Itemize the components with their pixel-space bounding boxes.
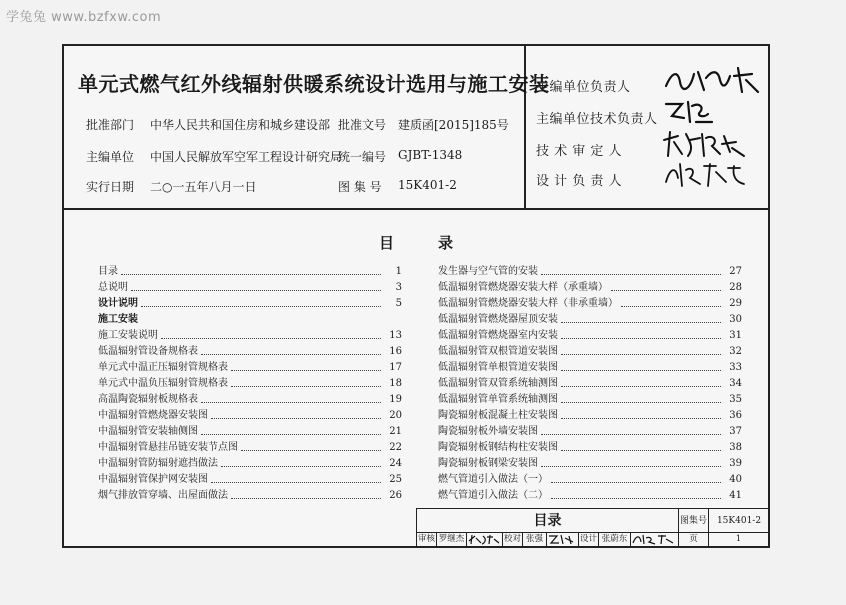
toc-entry[interactable] <box>438 456 742 472</box>
page-value: 1 <box>735 534 742 544</box>
review-name: 罗继杰 <box>437 533 467 546</box>
toc-entry[interactable] <box>98 296 402 312</box>
toc-entry-page: 30 <box>729 314 742 325</box>
toc-entry-page: 31 <box>729 330 742 341</box>
leader-dots <box>541 424 721 435</box>
toc-entry-page: 29 <box>729 298 742 309</box>
handwritten-signature <box>660 128 770 160</box>
toc-entry-title: 陶瓷辐射板钢结构柱安装图 <box>438 442 558 453</box>
toc-entry-title: 低温辐射管双管系统轴测图 <box>438 378 558 389</box>
toc-entry-page: 27 <box>729 266 742 277</box>
meta-label: 图 集 号 <box>338 180 382 194</box>
toc-entry-page: 5 <box>395 298 402 309</box>
toc-entry-page: 16 <box>389 346 402 357</box>
toc-entry[interactable] <box>98 456 402 472</box>
responsible-label: 技 术 审 定 人 <box>536 144 623 159</box>
toc-entry-page: 19 <box>389 394 402 405</box>
toc-entry[interactable] <box>98 424 402 440</box>
leader-dots <box>231 488 381 499</box>
leader-dots <box>201 344 381 355</box>
leader-dots <box>551 472 721 483</box>
meta-value: 中国人民解放军空军工程设计研究局 <box>150 150 343 164</box>
toc-entry[interactable] <box>438 472 742 488</box>
toc-entry-title: 低温辐射管燃烧器室内安装 <box>438 330 558 341</box>
meta-value: 二○一五年八月一日 <box>150 180 257 194</box>
responsible-row <box>536 76 652 95</box>
leader-dots <box>231 376 381 387</box>
leader-dots <box>231 360 381 371</box>
handwritten-signature <box>467 533 501 545</box>
toc-entry[interactable] <box>438 344 742 360</box>
handwritten-signature <box>660 96 770 128</box>
toc-entry[interactable] <box>438 392 742 408</box>
toc-entry-title: 总说明 <box>98 282 128 293</box>
toc-entry-page: 1 <box>395 266 402 277</box>
toc-entry-title: 中温辐射管悬挂吊链安装节点图 <box>98 442 238 453</box>
toc-entry-title: 发生器与空气管的安装 <box>438 266 538 277</box>
leader-dots <box>561 392 721 403</box>
leader-dots <box>561 328 721 339</box>
toc-entry-page: 32 <box>729 346 742 357</box>
leader-dots <box>211 472 381 483</box>
toc-entry[interactable] <box>438 328 742 344</box>
toc-entry[interactable] <box>438 296 742 312</box>
leader-dots <box>211 408 381 419</box>
leader-dots <box>541 456 721 467</box>
toc-entry-title: 低温辐射管单根管道安装图 <box>438 362 558 373</box>
toc-entry-title: 烟气排放管穿墙、出屋面做法 <box>98 490 228 501</box>
toc-entry-title: 陶瓷辐射板混凝土柱安装图 <box>438 410 558 421</box>
toc-entry-page: 20 <box>389 410 402 421</box>
design-name: 张蔚东 <box>599 533 631 546</box>
toc-entry[interactable] <box>98 472 402 488</box>
leader-dots <box>131 280 381 291</box>
atlas-number-label: 图集号 <box>679 509 709 533</box>
leader-dots <box>561 376 721 387</box>
toc-entry-page: 41 <box>729 490 742 501</box>
toc-entry-title: 燃气管道引入做法（一） <box>438 474 548 485</box>
toc-entry-page: 36 <box>729 410 742 421</box>
leader-dots <box>201 392 381 403</box>
toc-entry[interactable] <box>438 488 742 504</box>
toc-entry[interactable] <box>438 424 742 440</box>
toc-entry[interactable] <box>98 344 402 360</box>
review-signature <box>467 533 503 546</box>
responsible-row <box>536 140 652 159</box>
toc-title: 目录 <box>378 234 497 252</box>
responsible-row <box>536 170 652 189</box>
toc-entry[interactable] <box>98 392 402 408</box>
toc-entry-title: 低温辐射管燃烧器安装大样（承重墙） <box>438 282 608 293</box>
toc-entry-page: 3 <box>395 282 402 293</box>
check-label: 校对 <box>503 534 521 544</box>
toc-entry[interactable] <box>98 328 402 344</box>
review-label: 审核 <box>417 534 435 544</box>
design-label: 设计 <box>579 534 597 544</box>
responsibles-panel <box>526 46 768 210</box>
leader-dots <box>141 296 381 307</box>
toc-entry-page: 39 <box>729 458 742 469</box>
page-label: 页 <box>679 533 709 546</box>
leader-dots <box>241 440 381 451</box>
leader-dots <box>561 408 721 419</box>
toc-entry-page: 24 <box>389 458 402 469</box>
responsible-row <box>536 108 658 127</box>
meta-label: 实行日期 <box>86 180 135 194</box>
check-name: 张强 <box>523 533 547 546</box>
toc-entry-page: 40 <box>729 474 742 485</box>
toc-entry-page: 38 <box>729 442 742 453</box>
toc-entry-title: 施工安装说明 <box>98 330 158 341</box>
leader-dots <box>541 264 721 275</box>
toc-entry-title: 低温辐射管单管系统轴测图 <box>438 394 558 405</box>
responsible-label: 主编单位技术负责人 <box>536 112 658 127</box>
leader-dots <box>561 360 721 371</box>
toc-entry-title: 低温辐射管双根管道安装图 <box>438 346 558 357</box>
leader-dots <box>621 296 721 307</box>
toc-entry-title: 设计说明 <box>98 298 138 309</box>
toc-entry[interactable] <box>438 312 742 328</box>
meta-label: 批准文号 <box>338 118 387 132</box>
toc-entry[interactable] <box>438 376 742 392</box>
toc-entry[interactable] <box>438 360 742 376</box>
toc-column-right <box>438 264 742 504</box>
toc-entry[interactable] <box>438 440 742 456</box>
leader-dots <box>161 328 381 339</box>
sheet-name: 目录 <box>417 509 679 533</box>
toc-entry-page: 37 <box>729 426 742 437</box>
handwritten-signature <box>547 533 577 545</box>
leader-dots <box>611 280 721 291</box>
toc-entry[interactable] <box>98 360 402 376</box>
meta-value: 中华人民共和国住房和城乡建设部 <box>150 118 331 132</box>
leader-dots <box>561 344 721 355</box>
toc-entry-page: 18 <box>389 378 402 389</box>
toc-entry[interactable] <box>438 264 742 280</box>
toc-entry[interactable] <box>98 376 402 392</box>
leader-dots <box>561 440 721 451</box>
toc-entry-page: 34 <box>729 378 742 389</box>
toc-entry-page: 35 <box>729 394 742 405</box>
toc-entry-title: 中温辐射管保护网安装图 <box>98 474 208 485</box>
meta-value: 建质函[2015]185号 <box>398 118 509 132</box>
toc-entry-page: 13 <box>389 330 402 341</box>
toc-entry-title: 中温辐射管安装轴侧图 <box>98 426 198 437</box>
toc-entry-title: 低温辐射管设备规格表 <box>98 346 198 357</box>
responsible-label: 主编单位负责人 <box>536 80 631 95</box>
toc-entry-title: 单元式中温负压辐射管规格表 <box>98 378 228 389</box>
toc-entry-page: 21 <box>389 426 402 437</box>
toc-entry[interactable] <box>98 280 402 296</box>
toc-entry-page: 28 <box>729 282 742 293</box>
meta-label: 统一编号 <box>338 150 387 164</box>
toc-entry-title: 低温辐射管燃烧器安装大样（非承重墙） <box>438 298 618 309</box>
handwritten-signature <box>660 158 770 190</box>
check-signature <box>547 533 579 546</box>
toc-entry-title: 燃气管道引入做法（二） <box>438 490 548 501</box>
meta-value: 15K401-2 <box>398 178 457 192</box>
leader-dots <box>561 312 721 323</box>
watermark: 学兔兔 www.bzfxw.com <box>6 10 162 25</box>
toc-entry[interactable] <box>438 408 742 424</box>
toc-entry-page: 26 <box>389 490 402 501</box>
toc-entry-page: 25 <box>389 474 402 485</box>
toc-entry-page: 33 <box>729 362 742 373</box>
atlas-number-value: 15K401-2 <box>709 509 769 533</box>
leader-dots <box>121 264 381 275</box>
toc-entry[interactable] <box>98 408 402 424</box>
responsible-label: 设 计 负 责 人 <box>536 174 623 189</box>
title-block <box>416 508 768 546</box>
toc-entry[interactable] <box>438 280 742 296</box>
meta-label: 批准部门 <box>86 118 135 132</box>
title-block-signoff-row <box>417 533 768 546</box>
atlas-title: 单元式燃气红外线辐射供暖系统设计选用与施工安装 <box>78 72 550 96</box>
handwritten-signature <box>660 64 770 96</box>
design-signature <box>631 533 679 546</box>
header-info-panel <box>64 46 550 210</box>
toc-entry-title: 陶瓷辐射板钢梁安装图 <box>438 458 538 469</box>
toc-entry-title: 高温陶瓷辐射板规格表 <box>98 394 198 405</box>
handwritten-signature <box>631 533 677 545</box>
toc-entry-title: 低温辐射管燃烧器屋顶安装 <box>438 314 558 325</box>
leader-dots <box>201 424 381 435</box>
toc-entry-title: 单元式中温正压辐射管规格表 <box>98 362 228 373</box>
toc-entry-page: 22 <box>389 442 402 453</box>
leader-dots <box>221 456 381 467</box>
toc-column-left <box>98 264 402 504</box>
leader-dots <box>551 488 721 499</box>
toc-section-heading <box>98 312 402 328</box>
toc-entry-title: 中温辐射管防辐射遮挡做法 <box>98 458 218 469</box>
toc-entry-page: 17 <box>389 362 402 373</box>
toc-entry-title: 目录 <box>98 266 118 277</box>
meta-value: GJBT-1348 <box>398 148 463 162</box>
drawing-sheet <box>62 44 770 548</box>
toc-entry-title: 施工安装 <box>98 314 138 325</box>
toc-entry[interactable] <box>98 264 402 280</box>
toc-entry[interactable] <box>98 488 402 504</box>
toc-entry-title: 陶瓷辐射板外墙安装图 <box>438 426 538 437</box>
toc-entry[interactable] <box>98 440 402 456</box>
meta-label: 主编单位 <box>86 150 135 164</box>
toc-entry-title: 中温辐射管燃烧器安装图 <box>98 410 208 421</box>
